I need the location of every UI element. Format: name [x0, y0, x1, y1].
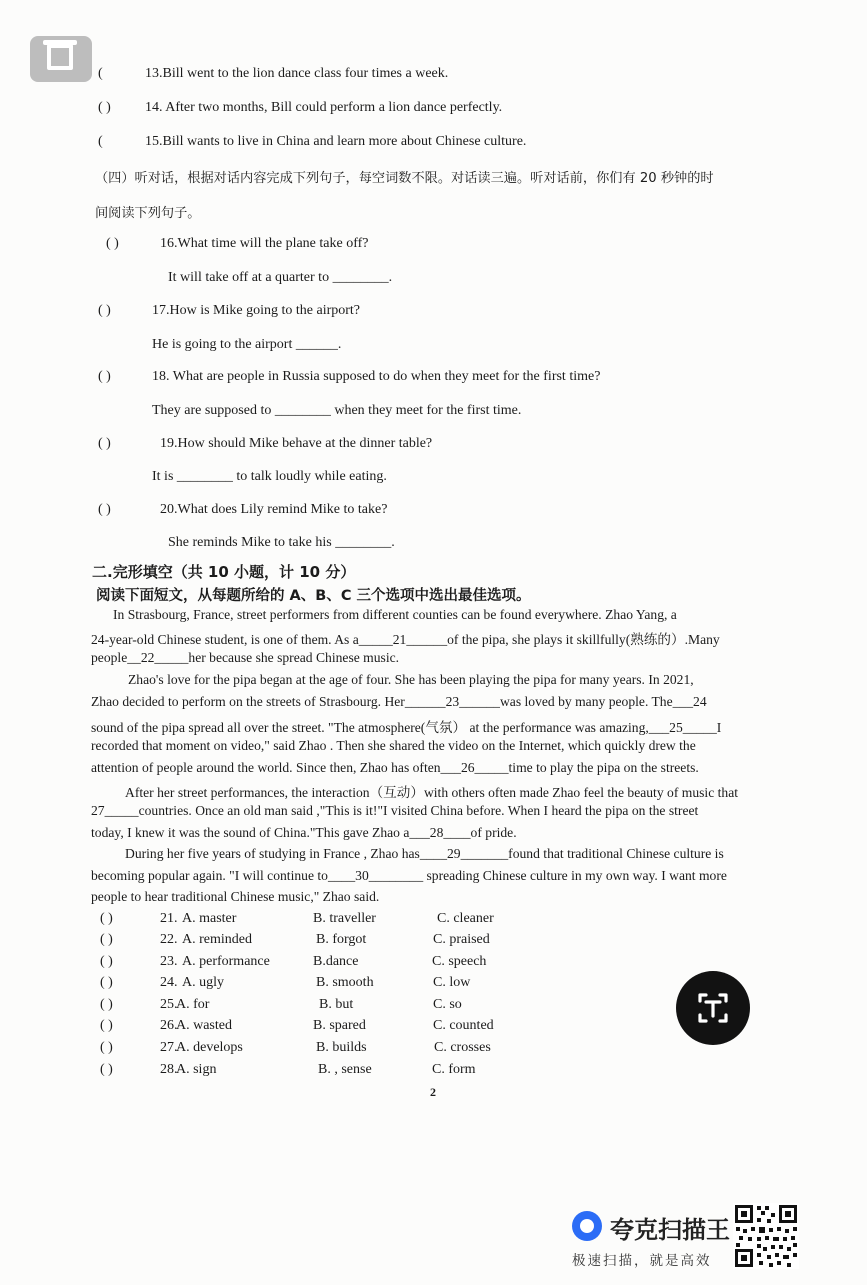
- option-c: C. cleaner: [437, 911, 494, 926]
- passage-line: today, I knew it was the sound of China."This gave Zhao a___28____of pride.: [91, 825, 517, 840]
- answer-paren: ( ): [100, 1040, 113, 1055]
- answer-16: It will take off at a quarter to ________.: [168, 270, 393, 285]
- question-17-paren: ( ): [98, 303, 111, 318]
- option-a: A. reminded: [182, 932, 252, 947]
- page-number: 2: [430, 1085, 436, 1099]
- option-b: B. spared: [313, 1018, 366, 1033]
- question-19-paren: ( ): [98, 436, 111, 451]
- passage-line: attention of people around the world. Since then, Zhao has often___26_____time to play the pipa on the streets.: [91, 760, 699, 775]
- option-number: 22.: [160, 932, 178, 947]
- option-c: C. so: [433, 997, 462, 1012]
- passage-line: Zhao's love for the pipa began at the age of four. She has been playing the pipa for many years. In 2021,: [128, 672, 694, 687]
- option-number: 25.: [160, 997, 178, 1012]
- quark-logo-icon: [572, 1211, 602, 1241]
- question-14: 14. After two months, Bill could perform a lion dance perfectly.: [145, 100, 503, 115]
- passage-line: people to hear traditional Chinese music," Zhao said.: [91, 889, 380, 904]
- passage-line: 27_____countries. Once an old man said ,"This is it!"I visited China before. When I heard the pipa on the street: [91, 803, 699, 818]
- part4-instruction-cont: 间阅读下列句子。: [95, 206, 201, 221]
- option-c: C. low: [433, 975, 471, 990]
- option-a: A. ugly: [182, 975, 224, 990]
- option-a: A. develops: [176, 1040, 243, 1055]
- answer-20: She reminds Mike to take his ________.: [168, 535, 395, 550]
- brand-slogan: 极速扫描，就是高效: [572, 1253, 712, 1269]
- option-number: 24.: [160, 975, 178, 990]
- question-13: 13.Bill went to the lion dance class four times a week.: [145, 66, 449, 81]
- part4-instruction: （四）听对话，根据对话内容完成下列句子，每空词数不限。对话读三遍。听对话前，你们有 20 秒钟的时: [95, 171, 714, 186]
- question-15: 15.Bill wants to live in China and learn more about Chinese culture.: [145, 134, 527, 149]
- question-14-paren: ( ): [98, 100, 111, 115]
- option-a: A. wasted: [176, 1018, 232, 1033]
- brand-name: 夸克扫描王: [610, 1216, 730, 1244]
- question-16: 16.What time will the plane take off?: [160, 236, 369, 251]
- option-c: C. form: [432, 1062, 476, 1077]
- document-tab-icon[interactable]: [30, 36, 92, 82]
- option-b: B.dance: [313, 954, 359, 969]
- answer-paren: ( ): [100, 997, 113, 1012]
- option-c: C. speech: [432, 954, 487, 969]
- text-scan-icon[interactable]: [676, 971, 750, 1045]
- option-number: 21.: [160, 911, 178, 926]
- option-b: B. forgot: [316, 932, 367, 947]
- question-13-paren: (: [98, 66, 103, 81]
- answer-paren: ( ): [100, 954, 113, 969]
- option-b: B. traveller: [313, 911, 376, 926]
- answer-paren: ( ): [100, 975, 113, 990]
- question-20-paren: ( ): [98, 502, 111, 517]
- option-b: B. but: [319, 997, 354, 1012]
- passage-line: recorded that moment on video," said Zhao . Then she shared the video on the Internet, which quickly drew the: [91, 738, 696, 753]
- qr-code-icon: [733, 1203, 799, 1269]
- option-b: B. , sense: [318, 1062, 372, 1077]
- option-c: C. counted: [433, 1018, 494, 1033]
- answer-paren: ( ): [100, 1062, 113, 1077]
- option-c: C. crosses: [434, 1040, 491, 1055]
- question-18: 18. What are people in Russia supposed to do when they meet for the first time?: [152, 369, 601, 384]
- answer-paren: ( ): [100, 911, 113, 926]
- answer-19: It is ________ to talk loudly while eating.: [152, 469, 387, 484]
- passage-line: Zhao decided to perform on the streets of Strasbourg. Her______23______was loved by many people. The___24: [91, 694, 707, 709]
- question-15-paren: (: [98, 134, 103, 149]
- option-b: B. builds: [316, 1040, 367, 1055]
- passage-line: people__22_____her because she spread Chinese music.: [91, 650, 400, 665]
- option-number: 27.: [160, 1040, 178, 1055]
- question-18-paren: ( ): [98, 369, 111, 384]
- answer-17: He is going to the airport ______.: [152, 337, 342, 352]
- question-17: 17.How is Mike going to the airport?: [152, 303, 361, 318]
- question-19: 19.How should Mike behave at the dinner table?: [160, 436, 433, 451]
- question-20: 20.What does Lily remind Mike to take?: [160, 502, 388, 517]
- passage-line: 24-year-old Chinese student, is one of them. As a_____21______of the pipa, she plays it skillfully(熟练的）.Many: [91, 632, 720, 647]
- option-a: A. performance: [182, 954, 270, 969]
- passage-line: In Strasbourg, France, street performers from different counties can be found everywhere. Zhao Yang, a: [113, 607, 677, 622]
- option-number: 23.: [160, 954, 178, 969]
- cloze-title: 二.完形填空（共 10 小题，计 10 分）: [92, 563, 356, 581]
- passage-line: becoming popular again. "I will continue to____30________ spreading Chinese culture in my own way. I want more: [91, 868, 727, 883]
- option-number: 26.: [160, 1018, 178, 1033]
- option-c: C. praised: [433, 932, 490, 947]
- passage-line: sound of the pipa spread all over the street. "The atmosphere(气氛） at the performance was amazing,___25_____I: [91, 720, 722, 735]
- cloze-instruction: 阅读下面短文，从每题所给的 A、B、C 三个选项中选出最佳选项。: [96, 588, 531, 604]
- answer-18: They are supposed to ________ when they meet for the first time.: [152, 403, 522, 418]
- option-a: A. sign: [176, 1062, 217, 1077]
- option-a: A. master: [182, 911, 237, 926]
- option-number: 28.: [160, 1062, 178, 1077]
- passage-line: After her street performances, the interaction（互动）with others often made Zhao feel the beauty of music that: [125, 785, 739, 800]
- answer-paren: ( ): [100, 1018, 113, 1033]
- question-16-paren: ( ): [106, 236, 119, 251]
- option-b: B. smooth: [316, 975, 374, 990]
- passage-line: During her five years of studying in France , Zhao has____29_______found that traditional Chinese culture is: [125, 846, 724, 861]
- answer-paren: ( ): [100, 932, 113, 947]
- option-a: A. for: [176, 997, 210, 1012]
